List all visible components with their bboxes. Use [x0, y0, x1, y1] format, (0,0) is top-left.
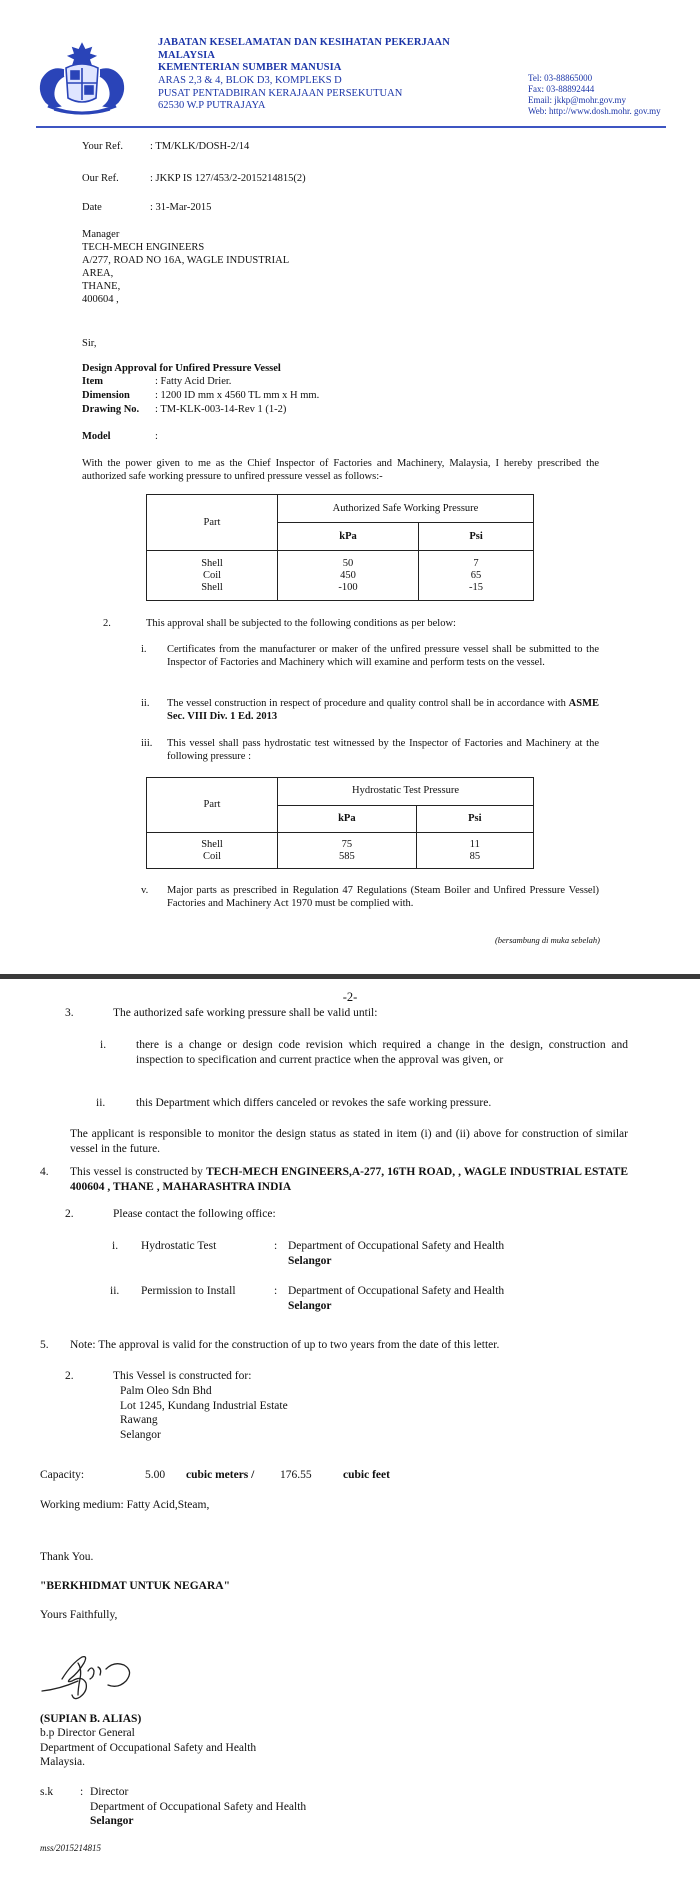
item-v-number: v. [141, 885, 149, 896]
model-value: : [155, 431, 158, 442]
contact-ii-dept: Department of Occupational Safety and Health [288, 1285, 505, 1297]
para4-lead: This vessel is constructed by [70, 1166, 203, 1178]
cc-label: s.k [40, 1786, 54, 1798]
cc-line: Director [90, 1786, 129, 1798]
cc-colon: : [80, 1786, 84, 1798]
table-header-kpa: kPa [278, 805, 417, 833]
table-cell: 585 [338, 850, 355, 862]
table-header-kpa: kPa [278, 523, 419, 551]
table-header-group: Hydrostatic Test Pressure [278, 778, 534, 806]
table-cell-kpa [278, 833, 417, 869]
item-ii-body: The vessel construction in respect of procedure and quality control shall be in accordance with [167, 698, 566, 709]
para3-ii-text: this Department which differs canceled or revokes the safe working pressure. [136, 1097, 492, 1109]
table-cell: Shell [201, 581, 223, 593]
table-cell-kpa [278, 551, 419, 601]
drawing-value: : TM-KLK-003-14-Rev 1 (1-2) [155, 404, 287, 415]
manufacturer-address: TECH-MECH ENGINEERS,A-277, 16TH ROAD, , WAGLE INDUSTRIAL ESTATE 400604 , THANE , MAHARASHTRA INDIA [70, 1166, 629, 1193]
contact-text: Please contact the following office: [113, 1208, 276, 1220]
continued-note: (bersambung di muka sebelah) [494, 935, 600, 945]
subject-title: Design Approval for Unfired Pressure Vessel [82, 363, 281, 374]
signer-line: Department of Occupational Safety and Health [40, 1741, 257, 1754]
signature [40, 1641, 160, 1701]
recipient-line: A/277, ROAD NO 16A, WAGLE INDUSTRIAL [82, 255, 290, 266]
table-cell: 85 [469, 850, 481, 862]
date-value: : 31-Mar-2015 [150, 202, 212, 213]
hydrostatic-test-table [146, 777, 534, 869]
safe-working-pressure-table [146, 494, 534, 601]
item-v-text: Major parts as prescribed in Regulation 47 Regulations (Steam Boiler and Unfired Pressure Vessel) Factories and Machinery Act 1970 must be complied with. [167, 885, 599, 909]
org-address [158, 75, 498, 113]
item-value: : Fatty Acid Drier. [155, 376, 232, 387]
contact-ii-state: Selangor [288, 1299, 332, 1312]
signer-line: b.p Director General [40, 1727, 135, 1739]
recipient-line: TECH-MECH ENGINEERS [82, 242, 205, 253]
table-cell: 65 [470, 569, 482, 581]
model-label: Model [82, 431, 111, 442]
capacity-unit-m3: cubic meters / [186, 1469, 255, 1481]
para2-text: This approval shall be subjected to the following conditions as per below: [146, 618, 456, 629]
org-line: KEMENTERIAN SUMBER MANUSIA [158, 62, 342, 73]
cc-state: Selangor [90, 1815, 134, 1827]
contact-ii-office [288, 1284, 628, 1313]
address-line: 62530 W.P PUTRAJAYA [158, 100, 266, 111]
owner-line: Lot 1245, Kundang Industrial Estate [120, 1399, 288, 1412]
table-cell-parts [147, 833, 278, 869]
date-label: Date [82, 202, 102, 213]
salutation: Sir, [82, 338, 97, 349]
contact-block [528, 73, 673, 117]
table-cell-psi [416, 833, 533, 869]
contact-i-colon: : [274, 1240, 278, 1252]
tel-line: Tel: 03-88865000 [528, 73, 593, 83]
dimension-label: Dimension [82, 390, 130, 401]
owner-line: Selangor [120, 1428, 161, 1441]
closing: Yours Faithfully, [40, 1609, 118, 1621]
dimension-value: : 1200 ID mm x 4560 TL mm x H mm. [155, 390, 320, 401]
our-ref-label: Our Ref. [82, 173, 119, 184]
address-line: ARAS 2,3 & 4, BLOK D3, KOMPLEKS D [158, 75, 342, 86]
letter-page-2 [0, 985, 700, 1902]
asme-reference: ASME Sec. VIII Div. 1 Ed. 2013 [167, 698, 600, 722]
web-line: Web: http://www.dosh.mohr. gov.my [528, 106, 661, 116]
table-header-part: Part [147, 778, 278, 833]
org-line: MALAYSIA [158, 49, 216, 61]
contact-i-label: Hydrostatic Test [141, 1240, 217, 1252]
table-header-psi: Psi [419, 523, 534, 551]
header-divider [36, 126, 666, 128]
table-header-part: Part [147, 495, 278, 551]
drawing-label: Drawing No. [82, 404, 140, 415]
item-ii-text [167, 697, 599, 723]
contact-i-state: Selangor [288, 1254, 332, 1267]
owner-line: Palm Oleo Sdn Bhd [120, 1385, 212, 1397]
table-cell: 450 [340, 569, 356, 581]
org-header [158, 37, 498, 75]
email-line: Email: jkkp@mohr.gov.my [528, 95, 626, 105]
capacity-value: 5.00 [145, 1469, 166, 1481]
table-header-group: Authorized Safe Working Pressure [278, 495, 534, 523]
owner-address [120, 1384, 420, 1442]
working-medium: Working medium: Fatty Acid,Steam, [40, 1499, 210, 1511]
para3-note: The applicant is responsible to monitor the design status as stated in item (i) and (ii) above for construction of similar vessel in the future. [70, 1128, 628, 1155]
your-ref-value: : TM/KLK/DOSH-2/14 [150, 141, 250, 152]
recipient-line: Manager [82, 229, 120, 240]
cc-recipient [90, 1785, 490, 1829]
capacity-unit-ft3: cubic feet [343, 1469, 390, 1481]
signer-line: Malaysia. [40, 1756, 86, 1768]
contact-ii-number: ii. [110, 1285, 120, 1297]
contact-i-office [288, 1239, 628, 1268]
item-label: Item [82, 376, 103, 387]
recipient-line: THANE, [82, 281, 121, 292]
para4-number: 4. [40, 1166, 49, 1178]
table-cell: 11 [469, 838, 480, 850]
para3-i-number: i. [100, 1039, 107, 1051]
capacity-value-ft3: 176.55 [280, 1469, 312, 1481]
item-iii-text: This vessel shall pass hydrostatic test witnessed by the Inspector of Factories and Machinery at the following pressure : [167, 738, 599, 762]
para5-number: 5. [40, 1339, 49, 1351]
contact-ii-colon: : [274, 1285, 278, 1297]
owner-line: Rawang [120, 1414, 158, 1426]
table-cell-psi [419, 551, 534, 601]
signer-name: (SUPIAN B. ALIAS) [40, 1713, 142, 1725]
table-cell: 50 [342, 557, 354, 569]
para5-text: Note: The approval is valid for the construction of up to two years from the date of this letter. [70, 1339, 500, 1351]
signer-title [40, 1726, 440, 1770]
para3-ii-number: ii. [96, 1097, 106, 1109]
built-for-text: This Vessel is constructed for: [113, 1370, 252, 1382]
org-line: JABATAN KESELAMATAN DAN KESIHATAN PEKERJAAN [158, 37, 450, 48]
recipient-line: 400604 , [82, 294, 119, 305]
fax-line: Fax: 03-88892444 [528, 84, 595, 94]
item-iii-number: iii. [141, 738, 153, 749]
thank-you: Thank You. [40, 1551, 94, 1563]
table-cell: -100 [338, 581, 358, 593]
coat-of-arms-logo [34, 40, 130, 118]
page-number: -2- [342, 990, 358, 1004]
footer-code: mss/2015214815 [40, 1843, 102, 1853]
table-cell: 75 [341, 838, 353, 850]
capacity-label: Capacity: [40, 1469, 85, 1481]
recipient-line: AREA, [82, 268, 114, 279]
recipient-address [82, 228, 402, 306]
para3-number: 3. [65, 1007, 74, 1019]
our-ref-value: : JKKP IS 127/453/2-2015214815(2) [150, 173, 306, 184]
table-header-psi: Psi [416, 805, 533, 833]
table-cell-parts [147, 551, 278, 601]
page-separator [0, 974, 700, 979]
para3-text: The authorized safe working pressure shall be valid until: [113, 1007, 378, 1019]
para2-number: 2. [103, 618, 111, 629]
contact-ii-label: Permission to Install [141, 1285, 236, 1297]
item-i-text: Certificates from the manufacturer or maker of the unfired pressure vessel shall be submitted to the Inspector of Factories and Machinery which will examine and perform tests on the vessel. [167, 644, 599, 668]
your-ref-label: Your Ref. [82, 141, 123, 152]
address-line: PUSAT PENTADBIRAN KERAJAAN PERSEKUTUAN [158, 87, 403, 99]
table-cell: 7 [473, 557, 479, 569]
table-cell: Coil [202, 569, 222, 581]
built-for-number: 2. [65, 1370, 74, 1382]
table-cell: -15 [469, 581, 484, 593]
table-cell: Shell [201, 557, 223, 569]
para4-text [70, 1165, 628, 1194]
intro-paragraph: With the power given to me as the Chief Inspector of Factories and Machinery, Malaysia, I hereby prescribed the authorized safe working pressure to unfired pressure vessel as follows:- [82, 458, 599, 482]
contact-number: 2. [65, 1208, 74, 1220]
motto: "BERKHIDMAT UNTUK NEGARA" [40, 1580, 230, 1592]
para3-i-text: there is a change or design code revision which required a change in the design, construction and inspection to specification and current practice when the approval was given, or [136, 1039, 628, 1066]
contact-i-dept: Department of Occupational Safety and Health [288, 1240, 505, 1252]
contact-i-number: i. [112, 1240, 119, 1252]
table-cell: Shell [201, 838, 223, 850]
table-cell: Coil [202, 850, 222, 862]
item-ii-number: ii. [141, 698, 150, 709]
cc-line: Department of Occupational Safety and Health [90, 1800, 307, 1813]
item-i-number: i. [141, 644, 147, 655]
